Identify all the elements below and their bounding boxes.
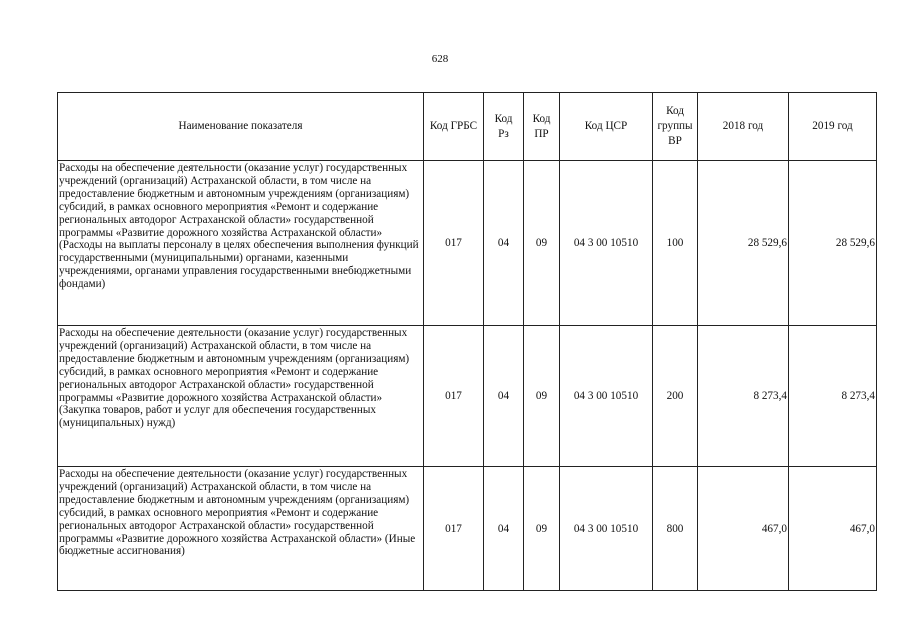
row-csr: 04 3 00 10510 — [560, 467, 653, 591]
row-2019: 28 529,6 — [789, 161, 877, 326]
row-2018: 467,0 — [698, 467, 789, 591]
row-grbs: 017 — [424, 467, 484, 591]
row-name: Расходы на обеспечение деятельности (оказание услуг) государственных учреждений (организаций) Астраханской области, в том числе на предоставление бюджетным и автономным учреждениям (организациям) субсидий, в рамках основного мероприятия «Ремонт и содержание региональных автодорог Астраханской области» государственной программы «Развитие дорожного хозяйства Астраханской области» (Иные бюджетные ассигнования) — [58, 467, 424, 591]
row-2018: 28 529,6 — [698, 161, 789, 326]
row-name: Расходы на обеспечение деятельности (оказание услуг) государственных учреждений (организаций) Астраханской области, в том числе на предоставление бюджетным и автономным учреждениям (организациям) субсидий, в рамках основного мероприятия «Ремонт и содержание региональных автодорог Астраханской области» государственной программы «Развитие дорожного хозяйства Астраханской области» (Закупка товаров, работ и услуг для обеспечения государственных (муниципальных) нужд) — [58, 326, 424, 467]
budget-table — [57, 92, 877, 591]
row-grbs: 017 — [424, 326, 484, 467]
header-csr: Код ЦСР — [560, 93, 653, 161]
table-row — [58, 161, 877, 326]
row-vr: 200 — [653, 326, 698, 467]
row-pr: 09 — [524, 161, 560, 326]
row-2018: 8 273,4 — [698, 326, 789, 467]
row-vr: 800 — [653, 467, 698, 591]
table-row — [58, 467, 877, 591]
header-name: Наименование показателя — [58, 93, 424, 161]
row-grbs: 017 — [424, 161, 484, 326]
row-rz: 04 — [484, 161, 524, 326]
header-pr: Код ПР — [524, 93, 560, 161]
table-header-row — [58, 93, 877, 161]
row-vr: 100 — [653, 161, 698, 326]
header-vr: Код группы ВР — [653, 93, 698, 161]
row-rz: 04 — [484, 326, 524, 467]
page-number: 628 — [431, 53, 449, 65]
header-rz: Код Рз — [484, 93, 524, 161]
header-grbs: Код ГРБС — [424, 93, 484, 161]
row-csr: 04 3 00 10510 — [560, 161, 653, 326]
row-csr: 04 3 00 10510 — [560, 326, 653, 467]
row-2019: 467,0 — [789, 467, 877, 591]
row-name: Расходы на обеспечение деятельности (оказание услуг) государственных учреждений (организаций) Астраханской области, в том числе на предоставление бюджетным и автономным учреждениям (организациям) субсидий, в рамках основного мероприятия «Ремонт и содержание региональных автодорог Астраханской области» государственной программы «Развитие дорожного хозяйства Астраханской области» (Расходы на выплаты персоналу в целях обеспечения выполнения функций государственными (муниципальными) органами, казенными учреждениями, органами управления государственными внебюджетными фондами) — [58, 161, 424, 326]
row-pr: 09 — [524, 326, 560, 467]
table-row — [58, 326, 877, 467]
header-2019: 2019 год — [789, 93, 877, 161]
row-rz: 04 — [484, 467, 524, 591]
header-2018: 2018 год — [698, 93, 789, 161]
row-2019: 8 273,4 — [789, 326, 877, 467]
row-pr: 09 — [524, 467, 560, 591]
